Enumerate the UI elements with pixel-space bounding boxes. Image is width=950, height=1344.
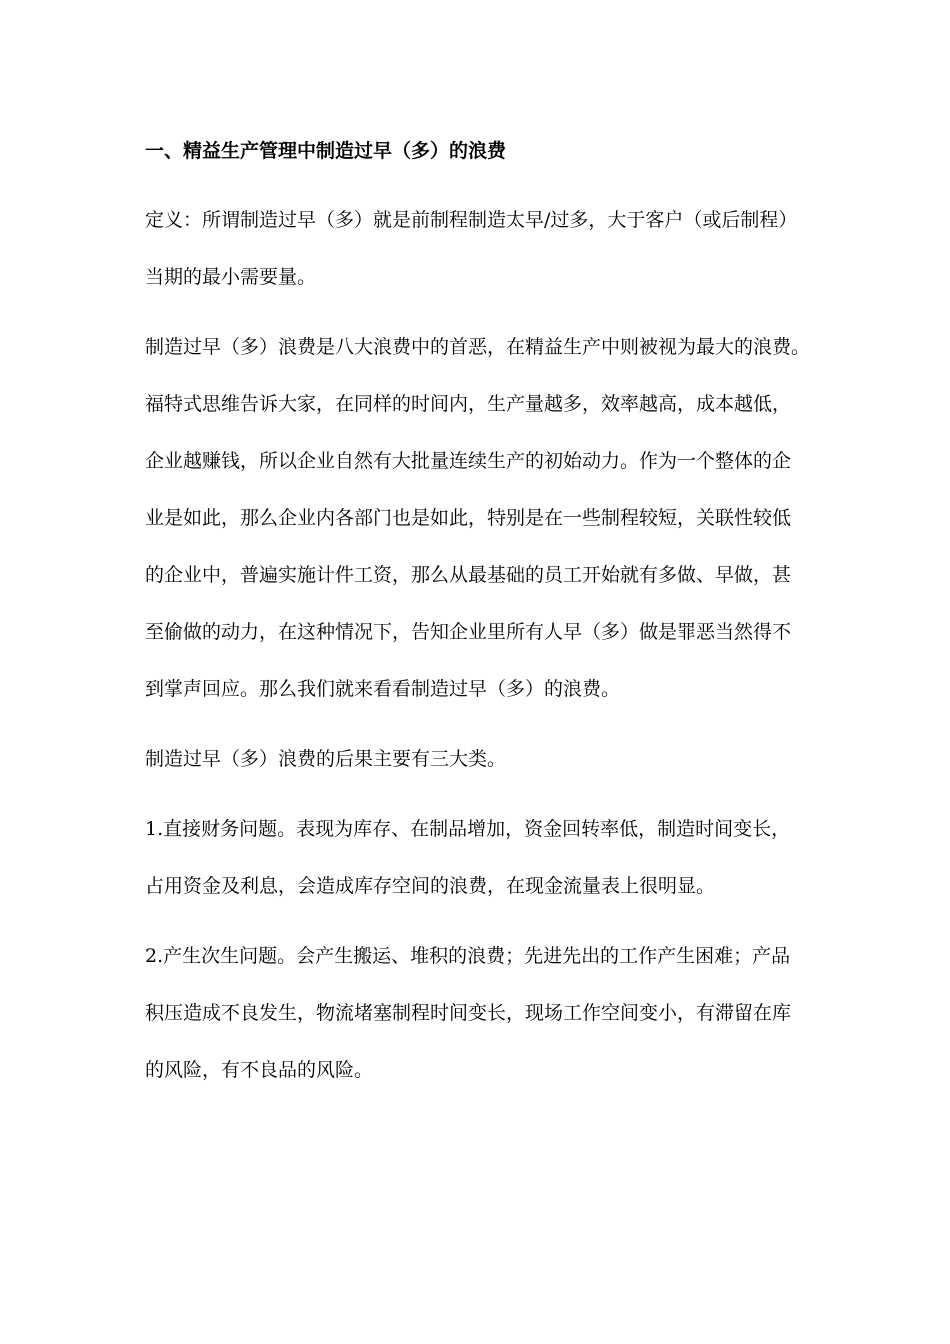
text-line: 积压造成不良发生，物流堵塞制程时间变长，现场工作空间变小，有滞留在库 xyxy=(145,1002,792,1024)
text-line: 当期的最小需要量。 xyxy=(145,266,317,288)
text-line: 企业越赚钱，所以企业自然有大批量连续生产的初始动力。作为一个整体的企 xyxy=(145,450,792,472)
text-line: 定义：所谓制造过早（多）就是前制程制造太早/过多，大于客户（或后制程） xyxy=(145,209,798,231)
section-heading: 一、精益生产管理中制造过早（多）的浪费 xyxy=(145,140,507,162)
text-line: 1.直接财务问题。表现为库存、在制品增加，资金回转率低，制造时间变长， xyxy=(145,818,791,840)
text-line: 占用资金及利息，会造成库存空间的浪费，在现金流量表上很明显。 xyxy=(145,875,716,897)
text-line: 2.产生次生问题。会产生搬运、堆积的浪费；先进先出的工作产生困难；产品 xyxy=(145,945,791,967)
text-line: 业是如此，那么企业内各部门也是如此，特别是在一些制程较短，关联性较低 xyxy=(145,507,792,529)
text-line: 至偷做的动力，在这种情况下，告知企业里所有人早（多）做是罪恶当然得不 xyxy=(145,621,792,643)
text-line: 到掌声回应。那么我们就来看看制造过早（多）的浪费。 xyxy=(145,678,621,700)
text-line: 的企业中，普遍实施计件工资，那么从最基础的员工开始就有多做、早做，甚 xyxy=(145,564,792,586)
text-line: 制造过早（多）浪费的后果主要有三大类。 xyxy=(145,748,507,770)
text-line: 的风险，有不良品的风险。 xyxy=(145,1059,374,1081)
text-line: 制造过早（多）浪费是八大浪费中的首恶，在精益生产中则被视为最大的浪费。 xyxy=(145,336,811,358)
text-line: 福特式思维告诉大家，在同样的时间内，生产量越多，效率越高，成本越低， xyxy=(145,393,792,415)
